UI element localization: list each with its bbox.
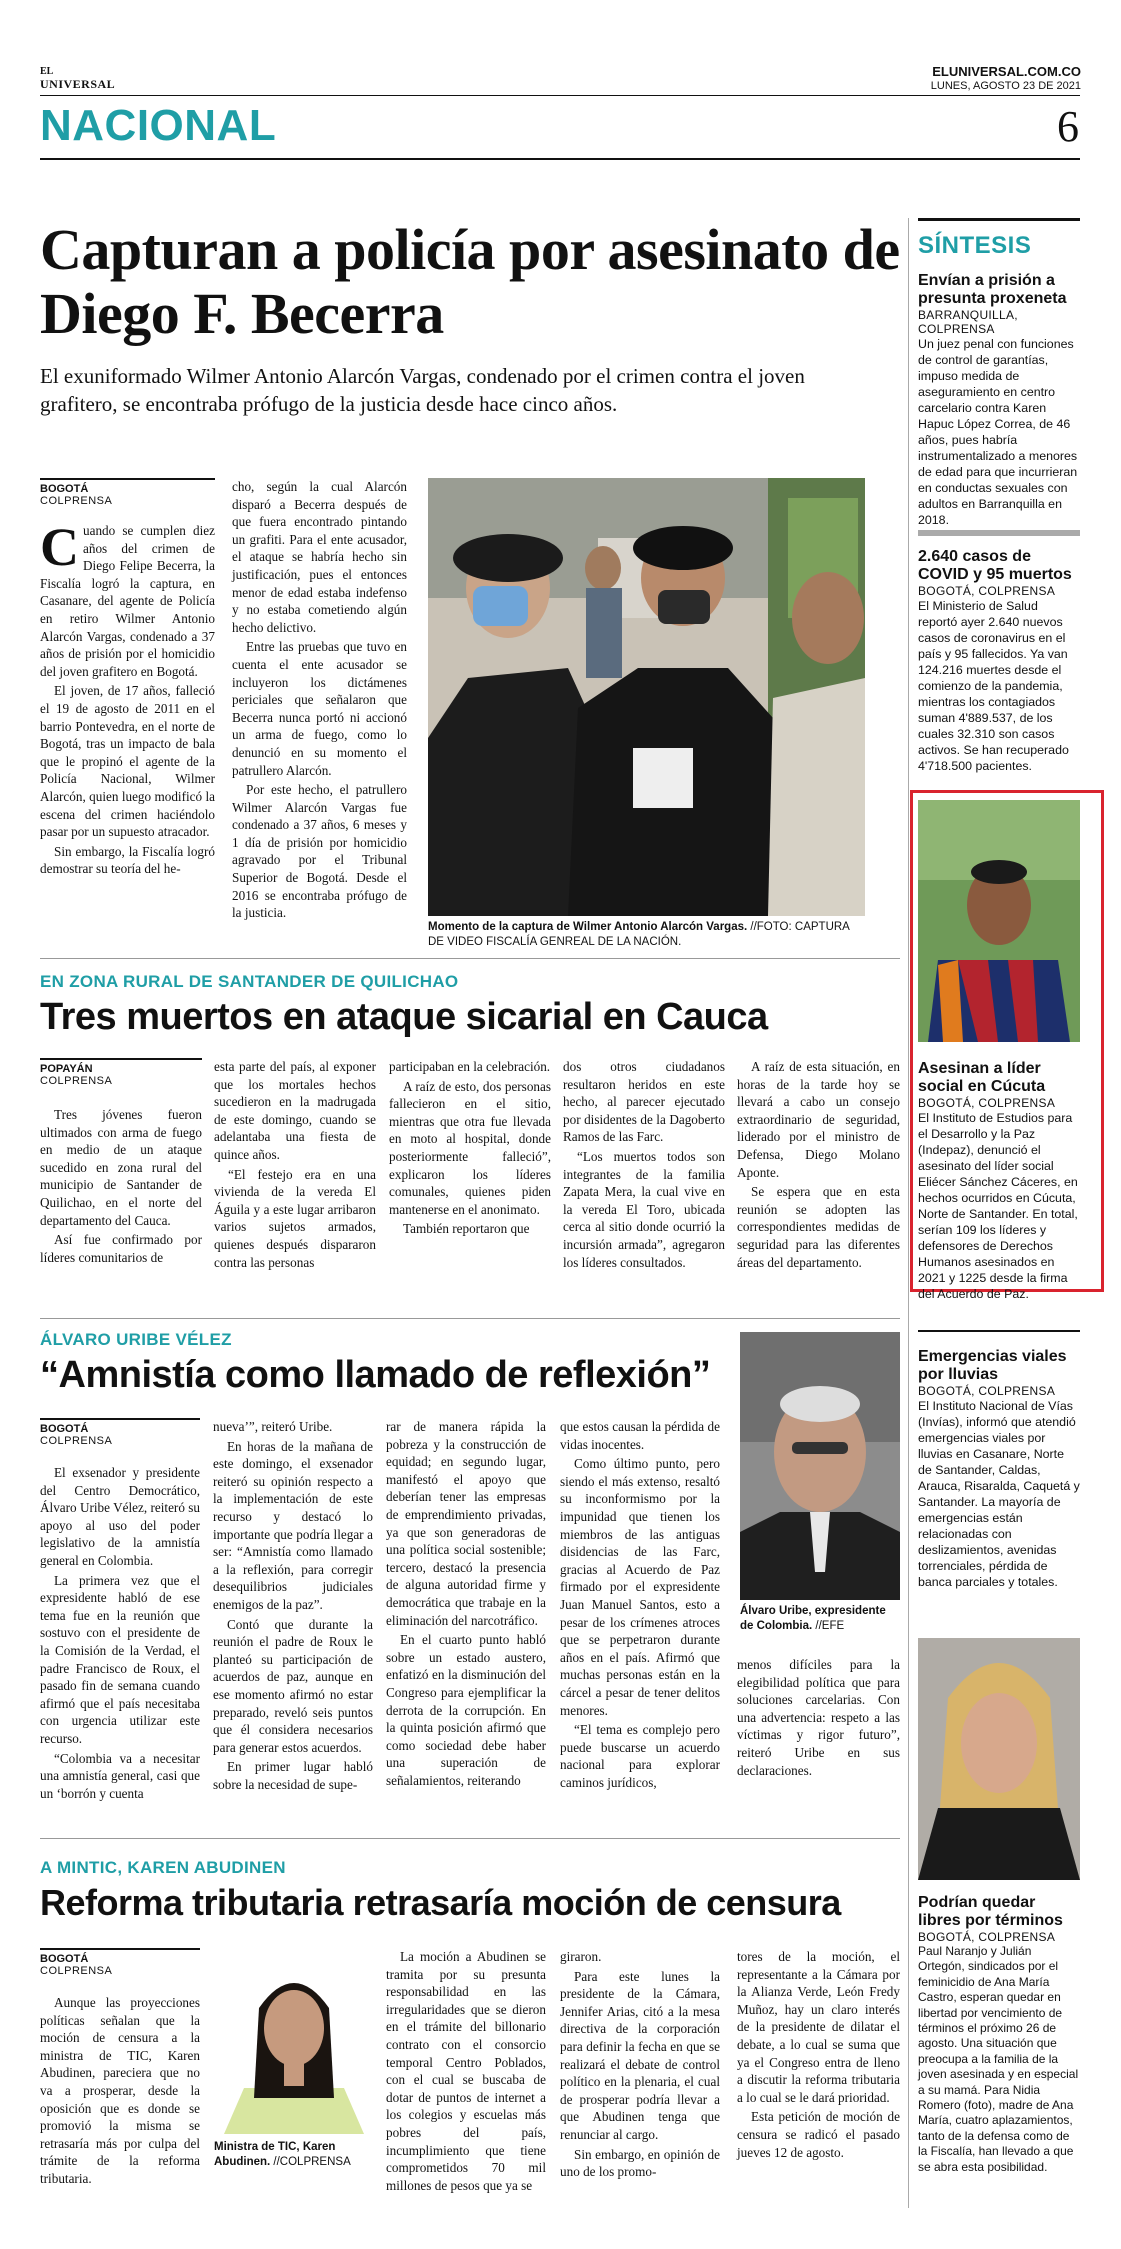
sidebar-item-body: El Instituto de Estudios para el Desarrollo y la Paz (Indepaz), denunció el asesinato del líder social Eliécer Sánchez Cáceres, en hechos ocurridos en Cúcuta, Norte de Santander. En total, serían 109 los líderes y defensores de Derechos Humanos asesinados en 2021 y 1225 desde la firma del Acuerdo de Paz.	[918, 1111, 1078, 1301]
sidebar-item-place: BOGOTÁ, COLPRENSA	[918, 584, 1056, 598]
lead-dateline	[40, 478, 215, 507]
paragraph: “Los muertos todos son integrantes de la familia Zapata Mera, la cual vive en la vereda El Toro, ubicada cerca al sitio donde ocurrió la incursión armada”, agregaron los líderes consultados.	[563, 1148, 725, 1270]
cauca-kicker: EN ZONA RURAL DE SANTANDER DE QUILICHAO	[40, 972, 459, 991]
uribe-column-3	[386, 1418, 546, 1791]
dateline-agency: COLPRENSA	[40, 1075, 113, 1087]
mintic-column-4	[737, 1948, 900, 2163]
sidebar-item-rule	[918, 1330, 1080, 1332]
dateline-agency: COLPRENSA	[40, 495, 113, 507]
section-divider	[40, 1838, 900, 1839]
mother-photo	[918, 1638, 1080, 1880]
mintic-column-3	[560, 1948, 720, 2183]
cauca-column-3	[389, 1058, 551, 1240]
uribe-dateline	[40, 1418, 200, 1447]
caption-bold: Momento de la captura de Wilmer Antonio Alarcón Vargas.	[428, 921, 748, 933]
mintic-dateline	[40, 1948, 200, 1977]
sidebar-item	[918, 272, 1080, 528]
paragraph: Sin embargo, en opinión de uno de los promo-	[560, 2146, 720, 2180]
leader-photo	[918, 800, 1080, 1042]
mintic-headline: Reforma tributaria retrasaría moción de censura	[40, 1882, 841, 1923]
paragraph: También reportaron que	[403, 1221, 530, 1237]
lead-column-1	[40, 517, 215, 880]
paragraph: Entre las pruebas que tuvo en cuenta el ente acusador se incluyeron los dictámenes periciales que señalaron que Becerra nunca portó ni accionó un arma de fuego, como lo denunció en su momento el patrullero Alarcón.	[232, 639, 407, 778]
paragraph: Como último punto, pero siendo el más extenso, resaltó su inconformismo por la impunidad que tienen los miembros de las antiguas disidencias de las Farc, gracias al Acuerdo de Paz firmado por el expresidente Juan Manuel Santos, esto a pesar de los crímenes atroces que se perpetraron durante años en el país. Afirmó que muchas personas están en la cárcel a pesar de tener delitos menores.	[560, 1456, 720, 1718]
abudinen-photo-caption	[214, 2140, 374, 2170]
capture-photo-illustration	[428, 478, 865, 916]
paragraph: Para este lunes la presidente de la Cámara, Jennifer Arias, citó a la mesa directiva de la corporación para definir la fecha en que se realizará el debate de control político en la plenaria, el cual de prosperar podría llevar a que Abudinen tenga que renunciar al cargo.	[560, 1968, 720, 2142]
paragraph: En el cuarto punto habló sobre un estado austero, enfatizó en la disminución del Congreso para ejemplificar la derrota de la corrupción. En la quinta posición afirmó que como sociedad debe haber una superación de señalamientos, reiterando	[386, 1632, 546, 1788]
paragraph: La moción a Abudinen se tramita por su presunta responsabilidad en las irregularidades que se dieron en el trámite del billonario contrato con el consorcio temporal Centro Poblados, con el cual se buscaba de dotar de puntos de internet a los colegios y escuelas más pobres del país, incumplimiento que tiene comprometidos 70 mil millones de pesos que ya se	[386, 1949, 546, 2193]
logo-line1: EL	[40, 66, 54, 77]
abudinen-photo-illustration	[214, 1948, 374, 2134]
uribe-kicker: ÁLVARO URIBE VÉLEZ	[40, 1330, 232, 1349]
sidebar-item-title: Emergencias viales por lluvias	[918, 1348, 1067, 1383]
paragraph: El exsenador y presidente del Centro Democrático, Álvaro Uribe Vélez, reiteró su apoyo al uso del poder legislativo de la amnistía general en Colombia.	[40, 1465, 200, 1568]
section-divider	[40, 958, 900, 959]
logo	[40, 66, 115, 90]
sidebar-title: SÍNTESIS	[918, 232, 1032, 259]
sidebar-item-place: BOGOTÁ, COLPRENSA	[918, 1384, 1056, 1398]
paragraph: tores de la moción, el representante a la Cámara por la Alianza Verde, León Fredy Muñoz, hay un claro interés de la presidente de dilatar el debate, a lo cual se suma que ya el Congreso entra de lleno a discutir la reforma tributaria a lo cual se le dará prioridad.	[737, 1949, 900, 2105]
lead-photo-caption	[428, 920, 865, 950]
sidebar-item	[918, 1060, 1080, 1302]
cauca-dateline	[40, 1058, 202, 1087]
caption-credit: //FOTO: CAPTURA DE VIDEO FISCALÍA GENREAL DE LA NACIÓN.	[428, 921, 850, 948]
sidebar-item-rule	[918, 530, 1080, 536]
caption-bold: Ministra de TIC, Karen Abudinen.	[214, 2141, 336, 2168]
header-top-rule	[40, 95, 1080, 96]
dateline-place: POPAYÁN	[40, 1063, 93, 1075]
uribe-photo	[740, 1332, 900, 1600]
caption-credit: //COLPRENSA	[270, 2156, 351, 2168]
paragraph: “El tema es complejo pero puede buscarse un acuerdo nacional para explorar caminos jurídicos,	[560, 1722, 720, 1790]
leader-photo-illustration	[918, 800, 1080, 1042]
uribe-column-2	[213, 1418, 373, 1795]
date: LUNES, AGOSTO 23 DE 2021	[930, 80, 1081, 92]
paragraph: cho, según la cual Alarcón disparó a Becerra después de que fuera encontrado pintando un grafiti. Para el ente acusador, el ataque se habría hecho sin justificación, pues el entonces menor de edad estaba indefenso y no estaba cometiendo algún hecho delictivo.	[232, 479, 407, 635]
paragraph: “Colombia va a necesitar una amnistía general, casi que un ‘borrón y cuenta	[40, 1750, 200, 1801]
website: ELUNIVERSAL.COM.CO	[932, 64, 1081, 79]
paragraph: En primer lugar habló sobre la necesidad de supe-	[213, 1759, 373, 1792]
mintic-column-2	[386, 1948, 546, 2196]
uribe-column-4	[560, 1418, 720, 1793]
mother-photo-illustration	[918, 1638, 1080, 1880]
paragraph: Aunque las proyecciones políticas señalan que la moción de censura a la ministra de TIC, Karen Abudinen, pareciera que no va a prosperar, desde la oposición que es donde se promovió la misma se retrasaría más por culpa del trámite de la reforma tributaria.	[40, 1995, 200, 2186]
paragraph: nueva’”, reiteró Uribe.	[213, 1419, 333, 1434]
paragraph: En horas de la mañana de este domingo, el exsenador reiteró su opinión respecto a la implementación de este recurso y destacó lo importante que podría llegar a ser: “Amnistía como llamado a la reflexión, para corregir desequilibrios judiciales enemigos de la paz”.	[213, 1438, 373, 1612]
paragraph: dos otros ciudadanos resultaron heridos en este hecho, al parecer ejecutado por disidentes de la Dagoberto Ramos de las Farc.	[563, 1059, 725, 1145]
lead-headline: Capturan a policía por asesinato de Diego F. Becerra	[40, 217, 900, 346]
dateline-agency: COLPRENSA	[40, 1435, 113, 1447]
dateline-place: BOGOTÁ	[40, 483, 89, 495]
sidebar-item-body: Un juez penal con funciones de control de garantías, impuso medida de aseguramiento en centro carcelario contra Karen Hapuc López Correa, de 46 años, pues habría instrumentalizado a menores de edad para que incurrieran en conductas sexuales con adultos en Barranquilla en 2018.	[918, 337, 1078, 527]
paragraph: Sin embargo, la Fiscalía logró demostrar su teoría del he-	[40, 843, 215, 877]
sidebar-top-rule	[918, 218, 1080, 221]
header-bottom-rule	[40, 158, 1080, 160]
cauca-column-5	[737, 1058, 900, 1273]
sidebar-item-place: BOGOTÁ, COLPRENSA	[918, 1930, 1056, 1944]
paragraph: esta parte del país, al exponer que los mortales hechos sucedieron en la madrugada de este domingo, cuando se adelantaba una fiesta de quince años.	[214, 1059, 376, 1162]
uribe-photo-caption	[740, 1604, 900, 1634]
paragraph: que estos causan la pérdida de vidas inocentes.	[560, 1419, 720, 1452]
sidebar-item-title: Envían a prisión a presunta proxeneta	[918, 272, 1067, 307]
cauca-headline: Tres muertos en ataque sicarial en Cauca	[40, 996, 768, 1038]
sidebar-item-place: BARRANQUILLA, COLPRENSA	[918, 308, 1018, 336]
paragraph: uando se cumplen diez años del crimen de Diego Felipe Becerra, la Fiscalía logró la captura, en Casanare, del agente de Policía en retiro Wilmer Antonio Alarcón Vargas, condenado a 37 años de prisión por el homicidio del joven grafitero en Bogotá.	[40, 523, 215, 679]
uribe-photo-illustration	[740, 1332, 900, 1600]
cauca-column-2	[214, 1058, 376, 1273]
paragraph: Esta petición de moción de censura se radicó el pasado jueves 12 de agosto.	[737, 2109, 900, 2160]
uribe-headline: “Amnistía como llamado de reflexión”	[40, 1354, 711, 1396]
caption-credit: //EFE	[812, 1620, 845, 1632]
capture-photo	[428, 478, 865, 916]
sidebar-item-title: Podrían quedar libres por términos	[918, 1894, 1063, 1929]
paragraph: Así fue confirmado por líderes comunitarios de	[40, 1232, 202, 1265]
paragraph: Tres jóvenes fueron ultimados con arma de fuego en medio de un ataque sucedido en zona rural del municipio de Santander de Quilichao, en el norte del departamento del Cauca.	[40, 1107, 202, 1228]
sidebar-item	[918, 548, 1080, 774]
mintic-column-1	[40, 1994, 200, 2190]
paragraph: Se espera que en esta reunión se adopten las correspondientes medidas de seguridad para las diferentes áreas del departamento.	[737, 1184, 900, 1270]
logo-line2: UNIVERSAL	[40, 77, 116, 91]
sidebar-item-body: El Ministerio de Salud reportó ayer 2.640 nuevos casos de coronavirus en el país y 95 fallecidos. Ya van 124.216 muertes desde el comienzo de la pandemia, mientras los contagiados suman 4'889.537, de los cuales 32.310 son casos activos. Se han recuperado 4'718.500 pacientes.	[918, 599, 1069, 773]
sidebar-divider	[908, 218, 909, 2208]
uribe-column-5	[737, 1656, 900, 1781]
uribe-column-1	[40, 1464, 200, 1804]
dateline-place: BOGOTÁ	[40, 1423, 89, 1435]
dateline-agency: COLPRENSA	[40, 1965, 113, 1977]
drop-cap: C	[40, 517, 79, 577]
paragraph: “El festejo era en una vivienda de la vereda El Águila y a este lugar arribaron varios sujetos armados, quienes después dispararon contra las personas	[214, 1166, 376, 1270]
sidebar-item-title: Asesinan a líder social en Cúcuta	[918, 1060, 1046, 1095]
dateline-place: BOGOTÁ	[40, 1953, 89, 1965]
lead-deck: El exuniformado Wilmer Antonio Alarcón Vargas, condenado por el crimen contra el joven grafitero, se encontraba prófugo de la justicia desde hace cinco años.	[40, 364, 805, 416]
cauca-column-1	[40, 1106, 202, 1268]
paragraph: La primera vez que el expresidente habló de ese tema fue en la reunión que sostuvo con el presidente de la Comisión de la Verdad, el padre Francisco de Roux, el pasado fin de semana cuando afirmó que el país necesitaba con urgencia utilizar este recurso.	[40, 1572, 200, 1746]
sidebar-item-body: Paul Naranjo y Julián Ortegón, sindicados por el feminicidio de Ana María Castro, esperan quedar en libertad por vencimiento de términos el próximo 26 de agosto. Una situación que preocupa a la familia de la joven asesinada y en especial a su mamá. Para Nidia Romero (foto), madre de Ana María, cuatro aplazamientos, tanto de la defensa como de la Fiscalía, han llevado a que se abra esta posibilidad.	[918, 1944, 1079, 2174]
section-title: NACIONAL	[40, 101, 277, 150]
paragraph: Contó que durante la reunión el padre de Roux le planteó su participación de acuerdos de paz, aunque en ese momento afirmó no estar preparado, reveló seis puntos que él considera necesarios para generar estos acuerdos.	[213, 1616, 373, 1755]
sidebar-item	[918, 1894, 1080, 2175]
paragraph: menos difíciles para la elegibilidad política que para soluciones carcelarias. Con una advertencia: respeto a las víctimas y rigor futuro”, reiteró Uribe en sus declaraciones.	[737, 1657, 900, 1778]
paragraph: rar de manera rápida la pobreza y la construcción de equidad; en segundo lugar, manifestó el apoyo que deberían tener las empresas de emprendimiento privadas, ya que son generadoras de una política social sostenible; tercero, destacó la presencia de alguna autoridad firme y democrática que trabaje en la eliminación del narcotráfico.	[386, 1419, 546, 1628]
page-number: 6	[1057, 102, 1079, 151]
paragraph: A raíz de esta situación, en horas de la tarde hoy se llevará a cabo un consejo extraordinario de seguridad, liderado por el ministro de Defensa, Diego Molano Aponte.	[737, 1059, 900, 1180]
lead-column-2	[232, 478, 407, 924]
sidebar-item	[918, 1348, 1080, 1590]
cauca-column-4	[563, 1058, 725, 1273]
paragraph: giraron.	[560, 1949, 602, 1964]
caption-bold: Álvaro Uribe, expresidente de Colombia.	[740, 1605, 886, 1632]
paragraph: A raíz de esto, dos personas fallecieron en el sitio, mientras que otra fue llevada en moto al hospital, donde posteriormente falleció”, explicaron los líderes comunales, quienes piden mantenerse en el anonimato.	[389, 1078, 551, 1217]
abudinen-photo	[214, 1948, 374, 2134]
sidebar-item-body: El Instituto Nacional de Vías (Invías), informó que atendió emergencias viales por lluvias en Casanare, Norte de Santander, Caldas, Arauca, Risaralda, Caquetá y Santander. La mayoría de emergencias están relacionadas con deslizamientos, avenidas torrenciales, pérdida de banca parciales y totales.	[918, 1399, 1080, 1589]
sidebar-item-title: 2.640 casos de COVID y 95 muertos	[918, 548, 1072, 583]
section-divider	[40, 1318, 900, 1319]
sidebar-item-place: BOGOTÁ, COLPRENSA	[918, 1096, 1056, 1110]
paragraph: participaban en la celebración.	[389, 1059, 551, 1074]
paragraph: Por este hecho, el patrullero Wilmer Alarcón Vargas fue condenado a 37 años, 6 meses y 1 día de prisión por homicidio agravado por el Tribunal Superior de Bogotá. Desde el 2016 se encontraba prófugo de la justicia.	[232, 782, 407, 921]
paragraph: El joven, de 17 años, falleció el 19 de agosto de 2011 en el barrio Pontevedra, en el norte de Bogotá, tras un impacto de bala que le propinó el agente de la Policía Nacional, Wilmer Alarcón, quien luego modificó la escena del crimen haciéndolo pasar por un supuesto atracador.	[40, 683, 215, 840]
mintic-kicker: A MINTIC, KAREN ABUDINEN	[40, 1858, 286, 1877]
